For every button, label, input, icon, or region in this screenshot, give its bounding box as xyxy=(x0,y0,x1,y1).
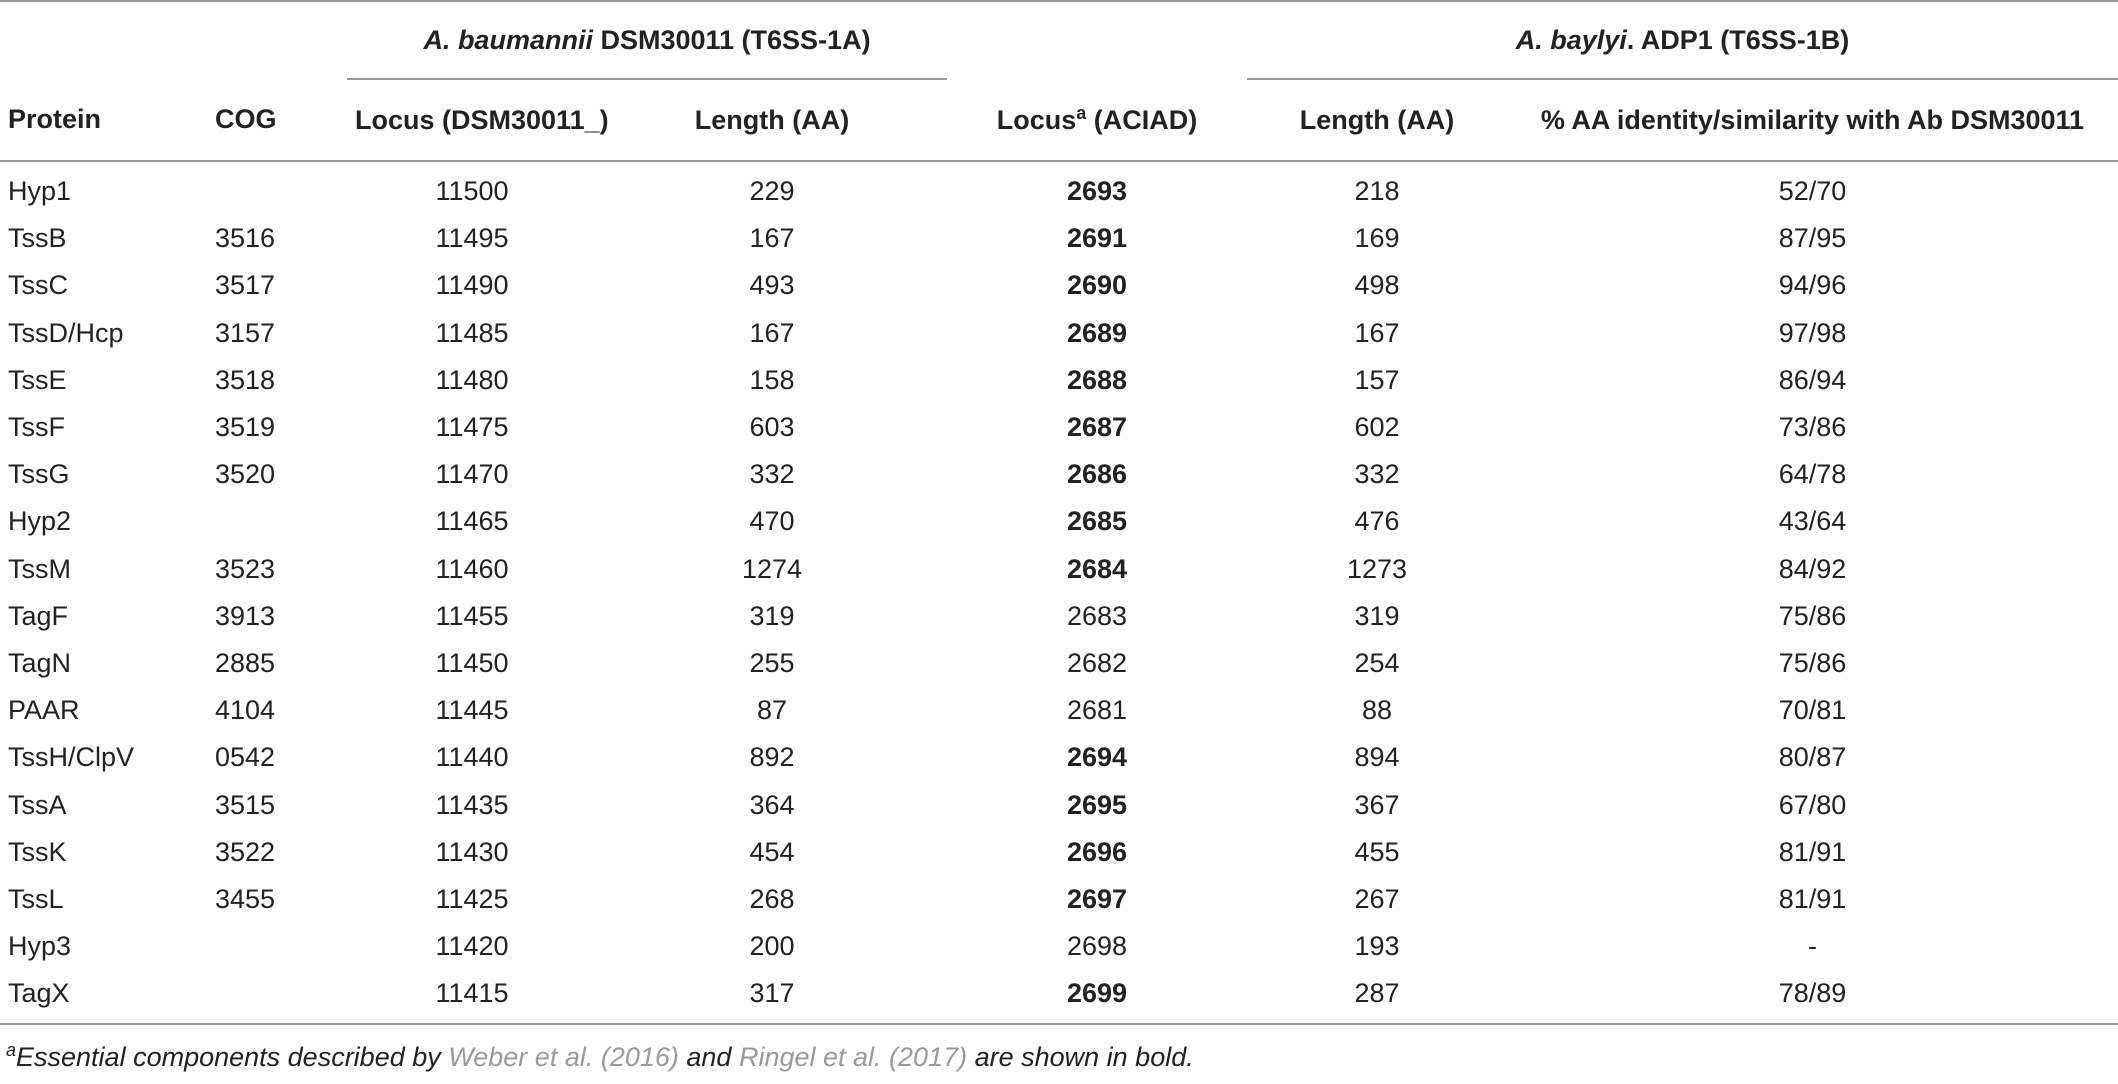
cell-identity: - xyxy=(1808,931,1817,962)
header-length-ay: Length (AA) xyxy=(1247,79,1507,161)
header-locus-ay-post: (ACIAD) xyxy=(1086,105,1198,135)
table-row xyxy=(0,970,2118,1024)
table-row xyxy=(0,640,2118,687)
cell-length-ab: 268 xyxy=(749,883,795,914)
table-row xyxy=(0,310,2118,357)
cell-length-ab: 454 xyxy=(749,836,795,867)
cell-length-ab: 255 xyxy=(749,647,795,678)
footnote-text-3: are shown in bold. xyxy=(967,1042,1194,1072)
table-row xyxy=(0,593,2118,640)
cell-identity: 73/86 xyxy=(1778,412,1847,443)
cell-protein: Hyp3 xyxy=(8,931,72,962)
cell-cog: 3522 xyxy=(215,836,276,867)
cell-protein: Hyp2 xyxy=(8,506,72,537)
cell-locus-ay: 2685 xyxy=(1066,506,1128,537)
cell-cog: 3157 xyxy=(215,317,276,348)
cell-identity: 75/86 xyxy=(1778,647,1847,678)
cell-protein: TssD/Hcp xyxy=(8,317,124,348)
table-row xyxy=(0,734,2118,781)
cell-cog: 3515 xyxy=(215,789,276,820)
cell-locus-ay: 2697 xyxy=(1066,883,1128,914)
cell-locus-ay: 2696 xyxy=(1066,836,1128,867)
cell-identity: 81/91 xyxy=(1778,836,1847,867)
cell-protein: TssG xyxy=(8,459,70,490)
table-row xyxy=(0,546,2118,593)
footnote-text-2: and xyxy=(678,1042,739,1072)
header-locus-ay-pre: Locus xyxy=(996,105,1077,135)
cell-locus-ab: 11455 xyxy=(435,600,509,631)
cell-locus-ab: 11470 xyxy=(435,459,509,490)
cell-identity: 94/96 xyxy=(1778,270,1847,301)
table-row xyxy=(0,498,2118,545)
strain-ay: . ADP1 (T6SS-1B) xyxy=(1626,24,1850,55)
cell-identity: 80/87 xyxy=(1778,742,1847,773)
cell-identity: 87/95 xyxy=(1778,223,1847,254)
table-row xyxy=(0,215,2118,262)
cell-length-ay: 254 xyxy=(1354,647,1400,678)
footnote-marker: a xyxy=(6,1040,17,1060)
header-locus-ay-sup: a xyxy=(1076,103,1087,123)
cell-length-ay: 498 xyxy=(1354,270,1400,301)
group-header-ab xyxy=(347,1,947,79)
cell-locus-ab: 11440 xyxy=(435,742,509,773)
cell-length-ab: 167 xyxy=(749,223,795,254)
cell-length-ab: 158 xyxy=(749,364,795,395)
cell-length-ay: 218 xyxy=(1354,176,1400,207)
cell-length-ab: 319 xyxy=(749,600,795,631)
cell-locus-ay: 2687 xyxy=(1066,412,1128,443)
header-protein: Protein xyxy=(0,79,207,161)
cell-cog: 3913 xyxy=(215,600,276,631)
cell-protein: TagN xyxy=(8,647,72,678)
table-footnote xyxy=(6,1040,1194,1073)
table-row xyxy=(0,451,2118,498)
cell-length-ay: 169 xyxy=(1354,223,1400,254)
cell-length-ab: 200 xyxy=(749,931,795,962)
cell-length-ab: 470 xyxy=(749,506,795,537)
cell-locus-ab: 11485 xyxy=(435,317,509,348)
cell-protein: TagF xyxy=(8,600,69,631)
cell-cog: 2885 xyxy=(215,647,276,678)
cell-identity: 97/98 xyxy=(1778,317,1847,348)
cell-length-ay: 157 xyxy=(1354,364,1400,395)
cell-cog xyxy=(207,498,347,545)
cell-length-ab: 493 xyxy=(749,270,795,301)
cell-identity: 64/78 xyxy=(1778,459,1847,490)
cell-length-ab: 1274 xyxy=(741,553,803,584)
cell-length-ay: 602 xyxy=(1354,412,1400,443)
cell-identity: 52/70 xyxy=(1778,176,1847,207)
cell-protein: TssC xyxy=(8,270,68,301)
cell-length-ab: 167 xyxy=(749,317,795,348)
cell-locus-ab: 11450 xyxy=(435,647,509,678)
cell-locus-ay: 2693 xyxy=(1066,176,1128,207)
ref-ringel-2017[interactable]: Ringel et al. (2017) xyxy=(738,1042,968,1072)
cell-length-ay: 476 xyxy=(1354,506,1400,537)
cell-length-ab: 364 xyxy=(749,789,795,820)
cell-cog: 3516 xyxy=(215,223,276,254)
header-cog: COG xyxy=(207,79,347,161)
cell-protein: TssM xyxy=(8,553,71,584)
cell-cog xyxy=(207,161,347,215)
cell-locus-ay: 2690 xyxy=(1066,270,1128,301)
header-locus-ay xyxy=(947,79,1247,161)
cell-length-ay: 894 xyxy=(1354,742,1400,773)
cell-identity: 78/89 xyxy=(1507,970,2118,1024)
table-row xyxy=(0,829,2118,876)
ref-weber-2016[interactable]: Weber et al. (2016) xyxy=(448,1042,679,1072)
cell-length-ay: 193 xyxy=(1354,931,1400,962)
cell-locus-ab: 11500 xyxy=(435,176,509,207)
table-row xyxy=(0,404,2118,451)
cell-identity: 43/64 xyxy=(1778,506,1847,537)
cell-locus-ab: 11495 xyxy=(435,223,509,254)
table-row xyxy=(0,687,2118,734)
header-length-ab: Length (AA) xyxy=(597,79,947,161)
cell-locus-ab: 11420 xyxy=(435,931,509,962)
cell-cog xyxy=(207,923,347,970)
cell-length-ay: 267 xyxy=(1354,883,1400,914)
cell-cog: 3519 xyxy=(215,412,276,443)
cell-locus-ab: 11445 xyxy=(435,695,509,726)
cell-identity: 70/81 xyxy=(1778,695,1847,726)
cell-locus-ay: 2686 xyxy=(1066,459,1128,490)
header-identity: % AA identity/similarity with Ab DSM30011 xyxy=(1507,79,2118,161)
cell-locus-ab: 11415 xyxy=(347,970,597,1024)
cell-length-ay: 367 xyxy=(1354,789,1400,820)
table-row xyxy=(0,876,2118,923)
cell-cog xyxy=(207,970,347,1024)
cell-length-ab: 332 xyxy=(749,459,795,490)
table-body xyxy=(0,161,2118,1024)
cell-locus-ay: 2681 xyxy=(1066,695,1128,726)
table-row xyxy=(0,781,2118,828)
species-ay: A. baylyi xyxy=(1515,24,1627,55)
group-header-ay xyxy=(1247,1,2118,79)
cell-length-ab: 603 xyxy=(749,412,795,443)
cell-locus-ay: 2682 xyxy=(1066,647,1128,678)
cell-protein: TagX xyxy=(0,970,207,1024)
cell-protein: Hyp1 xyxy=(8,176,72,207)
cell-protein: TssL xyxy=(8,883,64,914)
table-row xyxy=(0,161,2118,215)
cell-length-ab: 892 xyxy=(749,742,795,773)
cell-length-ay: 332 xyxy=(1354,459,1400,490)
cell-locus-ay: 2691 xyxy=(1066,223,1128,254)
table-row xyxy=(0,357,2118,404)
cell-length-ab: 317 xyxy=(597,970,947,1024)
cell-identity: 75/86 xyxy=(1778,600,1847,631)
group-spacer xyxy=(207,1,347,79)
cell-locus-ay: 2689 xyxy=(1066,317,1128,348)
cell-length-ab: 87 xyxy=(756,695,788,726)
cell-length-ay: 287 xyxy=(1247,970,1507,1024)
cell-locus-ay: 2698 xyxy=(1066,931,1128,962)
cell-identity: 84/92 xyxy=(1778,553,1847,584)
table-row xyxy=(0,923,2118,970)
cell-protein: TssK xyxy=(8,836,67,867)
cell-cog: 3518 xyxy=(215,364,276,395)
cell-cog: 3520 xyxy=(215,459,276,490)
cell-locus-ab: 11435 xyxy=(435,789,509,820)
cell-locus-ay: 2699 xyxy=(947,970,1247,1024)
cell-cog: 3517 xyxy=(215,270,276,301)
cell-locus-ab: 11465 xyxy=(435,506,509,537)
species-ab: A. baumannii xyxy=(423,24,593,55)
cell-locus-ab: 11460 xyxy=(435,553,509,584)
cell-locus-ay: 2684 xyxy=(1066,553,1128,584)
cell-protein: PAAR xyxy=(8,695,80,726)
group-spacer xyxy=(0,1,207,79)
cell-protein: TssB xyxy=(8,223,67,254)
cell-length-ay: 455 xyxy=(1354,836,1400,867)
cell-locus-ab: 11475 xyxy=(435,412,509,443)
cell-protein: TssH/ClpV xyxy=(8,742,135,773)
strain-ab: DSM30011 (T6SS-1A) xyxy=(592,24,871,55)
cell-length-ay: 88 xyxy=(1361,695,1393,726)
cell-cog: 4104 xyxy=(215,695,276,726)
cell-identity: 86/94 xyxy=(1778,364,1847,395)
cell-cog: 3455 xyxy=(215,883,276,914)
cell-identity: 67/80 xyxy=(1778,789,1847,820)
cell-locus-ab: 11425 xyxy=(435,883,509,914)
cell-cog: 0542 xyxy=(215,742,276,773)
cell-locus-ay: 2695 xyxy=(1066,789,1128,820)
cell-locus-ab: 11480 xyxy=(435,364,509,395)
cell-protein: TssA xyxy=(8,789,67,820)
cell-locus-ab: 11430 xyxy=(435,836,509,867)
cell-locus-ay: 2694 xyxy=(1066,742,1128,773)
group-header-row xyxy=(0,1,2118,79)
cell-locus-ay: 2683 xyxy=(1066,600,1128,631)
cell-identity: 81/91 xyxy=(1778,883,1847,914)
table-row xyxy=(0,262,2118,309)
cell-protein: TssF xyxy=(8,412,65,443)
cell-length-ay: 1273 xyxy=(1346,553,1408,584)
cell-length-ay: 319 xyxy=(1354,600,1400,631)
header-locus-ab: Locus (DSM30011_) xyxy=(347,79,597,161)
group-gap xyxy=(947,1,1247,79)
cell-protein: TssE xyxy=(8,364,67,395)
cell-locus-ab: 11490 xyxy=(435,270,509,301)
cell-locus-ay: 2688 xyxy=(1066,364,1128,395)
cell-length-ay: 167 xyxy=(1354,317,1400,348)
cell-cog: 3523 xyxy=(215,553,276,584)
footnote-text-1: Essential components described by xyxy=(16,1042,449,1072)
column-header-row xyxy=(0,79,2118,161)
cell-length-ab: 229 xyxy=(749,176,795,207)
